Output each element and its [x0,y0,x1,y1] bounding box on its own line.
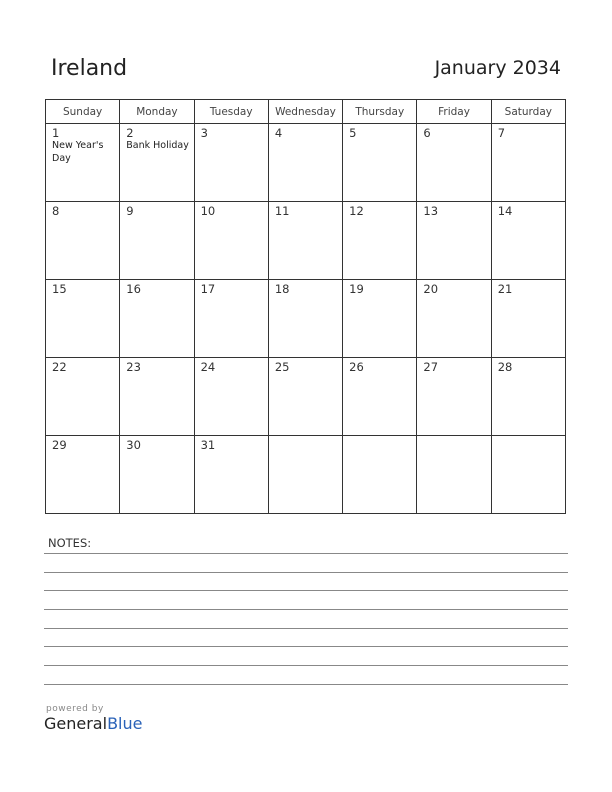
notes-line [44,684,568,685]
day-cell [268,436,342,514]
day-cell [268,124,342,202]
day-number: 18 [274,282,290,296]
day-cell [46,124,120,202]
brand-name-blue: Blue [107,714,143,733]
day-cell [417,358,491,436]
day-cell [120,202,194,280]
day-number: 29 [52,438,67,452]
day-cell [491,202,565,280]
day-number: 14 [497,204,513,218]
weekday-header-row [46,100,566,124]
week-row [46,202,566,280]
day-number [417,436,490,438]
day-number: 15 [52,282,67,296]
week-row [46,124,566,202]
day-cell [417,280,491,358]
day-number: 13 [423,204,439,218]
notes-line [44,572,568,573]
day-number: 5 [349,126,357,140]
day-number: 25 [274,360,290,374]
day-cell [120,280,194,358]
day-cell [491,358,565,436]
day-cell [120,124,194,202]
day-number: 2 [126,126,134,140]
day-cell [194,124,268,202]
day-cell [46,436,120,514]
notes-line [44,553,568,554]
day-cell [343,436,417,514]
day-cell [268,358,342,436]
day-number: 30 [126,438,141,452]
day-cell [417,202,491,280]
day-cell [343,124,417,202]
day-cell [194,280,268,358]
day-cell [120,436,194,514]
weekday-saturday: Saturday [491,100,565,124]
day-cell [417,124,491,202]
calendar-header [0,52,612,88]
brand-name-general: General [44,714,108,733]
notes-line [44,609,568,610]
notes-label: NOTES: [48,536,92,550]
day-number: 27 [423,360,439,374]
weekday-tuesday: Tuesday [194,100,268,124]
day-number: 6 [423,126,431,140]
country-title: Ireland [51,56,128,81]
holiday-label: Bank Holiday [126,140,189,151]
week-row [46,436,566,514]
notes-line [44,646,568,647]
weekday-sunday: Sunday [46,100,120,124]
day-cell [343,280,417,358]
day-number [269,436,342,438]
weekday-wednesday: Wednesday [268,100,342,124]
day-cell [120,358,194,436]
weekday-thursday: Thursday [343,100,417,124]
day-cell [343,358,417,436]
notes-line [44,590,568,591]
holiday-label: New Year's Day [52,140,104,164]
day-cell [194,358,268,436]
day-cell [46,358,120,436]
powered-by-label: powered by [46,704,104,714]
day-number: 26 [349,360,364,374]
day-number: 19 [349,282,364,296]
day-cell [194,202,268,280]
month-title: January 2034 [434,57,561,79]
day-number [343,436,416,438]
day-number: 21 [497,282,513,296]
week-row [46,280,566,358]
day-number: 12 [349,204,364,218]
day-cell [343,202,417,280]
day-number: 1 [52,126,60,140]
day-cell [46,202,120,280]
day-cell [491,436,565,514]
day-number: 10 [200,204,216,218]
day-number: 28 [497,360,513,374]
day-cell [491,280,565,358]
day-cell [268,202,342,280]
day-cell [268,280,342,358]
day-cell [417,436,491,514]
brand-logo [44,704,142,733]
day-number: 17 [200,282,216,296]
notes-line [44,665,568,666]
day-number [492,436,565,438]
day-cell [491,124,565,202]
day-cell [46,280,120,358]
day-number: 31 [200,438,216,452]
brand-name [44,714,142,733]
calendar-grid [45,99,566,514]
day-number: 9 [126,204,134,218]
day-number: 7 [497,126,506,140]
notes-line [44,628,568,629]
weekday-monday: Monday [120,100,194,124]
day-number: 3 [200,126,208,140]
weekday-friday: Friday [417,100,491,124]
week-row [46,358,566,436]
day-number: 23 [126,360,141,374]
day-number: 11 [274,204,290,218]
day-number: 4 [274,126,283,140]
day-number: 16 [126,282,141,296]
day-number: 8 [52,204,60,218]
day-number: 20 [423,282,439,296]
day-number: 24 [200,360,216,374]
day-number: 22 [52,360,67,374]
day-cell [194,436,268,514]
